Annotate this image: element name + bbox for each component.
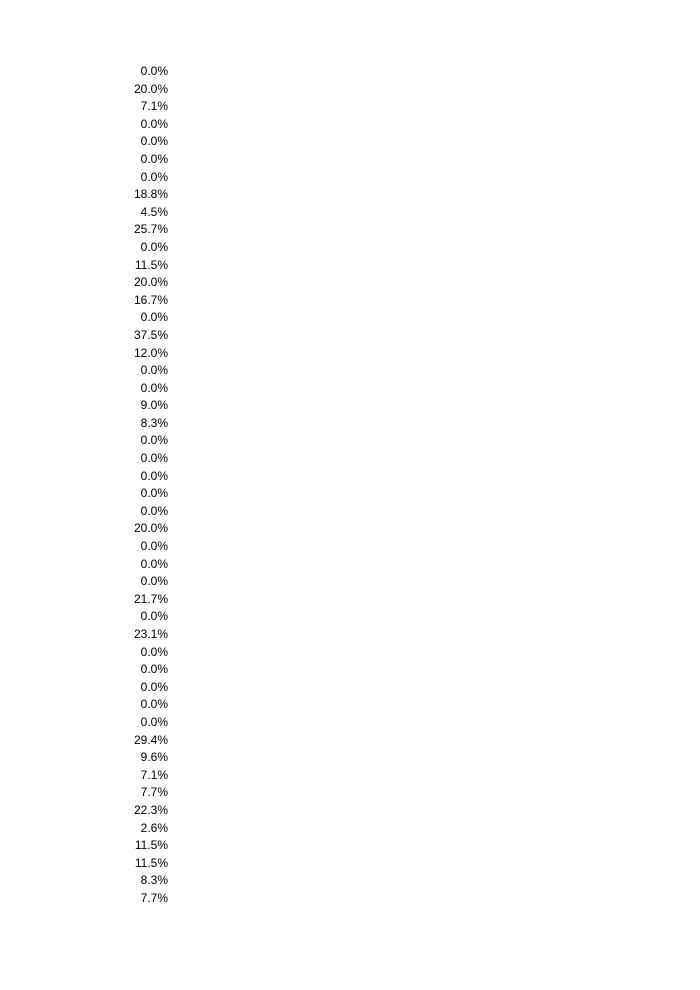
percentage-cell: 11.5% [134,838,168,853]
percentage-cell: 0.0% [140,574,168,589]
percentage-cell: 2.6% [140,820,168,835]
percentage-cell: 0.0% [140,151,168,166]
percentage-cell: 0.0% [140,239,168,254]
percentage-cell: 23.1% [133,627,168,641]
percentage-cell: 0.0% [140,644,168,659]
percentage-cell: 0.0% [140,662,168,677]
percentage-cell: 16.7% [133,292,168,307]
percentage-cell: 18.8% [133,187,168,202]
percentage-cell: 0.0% [140,697,168,712]
percentage-cell: 0.0% [140,609,168,624]
percentage-cell: 0.0% [140,486,168,501]
percentage-cell: 0.0% [140,451,168,466]
percentage-cell: 0.0% [140,503,168,518]
percentage-cell: 0.0% [140,714,168,729]
percentage-cell: 0.0% [140,116,168,131]
percentage-cell: 22.3% [133,802,168,817]
percentage-cell: 0.0% [140,363,168,378]
percentage-cell: 0.0% [140,310,168,325]
percentage-cell: 0.0% [140,169,168,184]
percentage-cell: 7.7% [140,785,168,800]
percentage-cell: 8.3% [140,873,168,888]
percentage-cell: 20.0% [133,275,168,290]
percentage-cell: 0.0% [140,380,168,395]
percentage-cell: 0.0% [140,134,168,149]
percentage-column [100,63,168,908]
percentage-cell: 9.0% [140,398,168,413]
percentage-cell: 0.0% [140,433,168,448]
percentage-cell: 11.5% [134,257,168,272]
percentage-cell: 4.5% [140,204,168,219]
percentage-cell: 0.0% [140,679,168,694]
percentage-cell: 0.0% [140,539,168,554]
percentage-cell: 0.0% [140,468,168,483]
percentage-cell: 7.1% [140,99,168,114]
percentage-cell: 9.6% [140,750,168,765]
percentage-cell: 20.0% [133,81,168,96]
percentage-cell: 0.0% [140,64,168,78]
percentage-cell: 7.1% [140,767,168,782]
percentage-cell: 21.7% [133,591,168,606]
percentage-cell: 8.3% [140,415,168,430]
percentage-cell: 25.7% [133,222,168,237]
percentage-cell: 29.4% [133,732,168,747]
percentage-cell: 37.5% [133,327,168,342]
percentage-cell: 11.5% [134,855,168,870]
percentage-cell: 20.0% [133,521,168,536]
percentage-cell: 0.0% [140,556,168,571]
percentage-cell: 12.0% [133,345,168,360]
percentage-cell: 7.7% [140,890,168,905]
